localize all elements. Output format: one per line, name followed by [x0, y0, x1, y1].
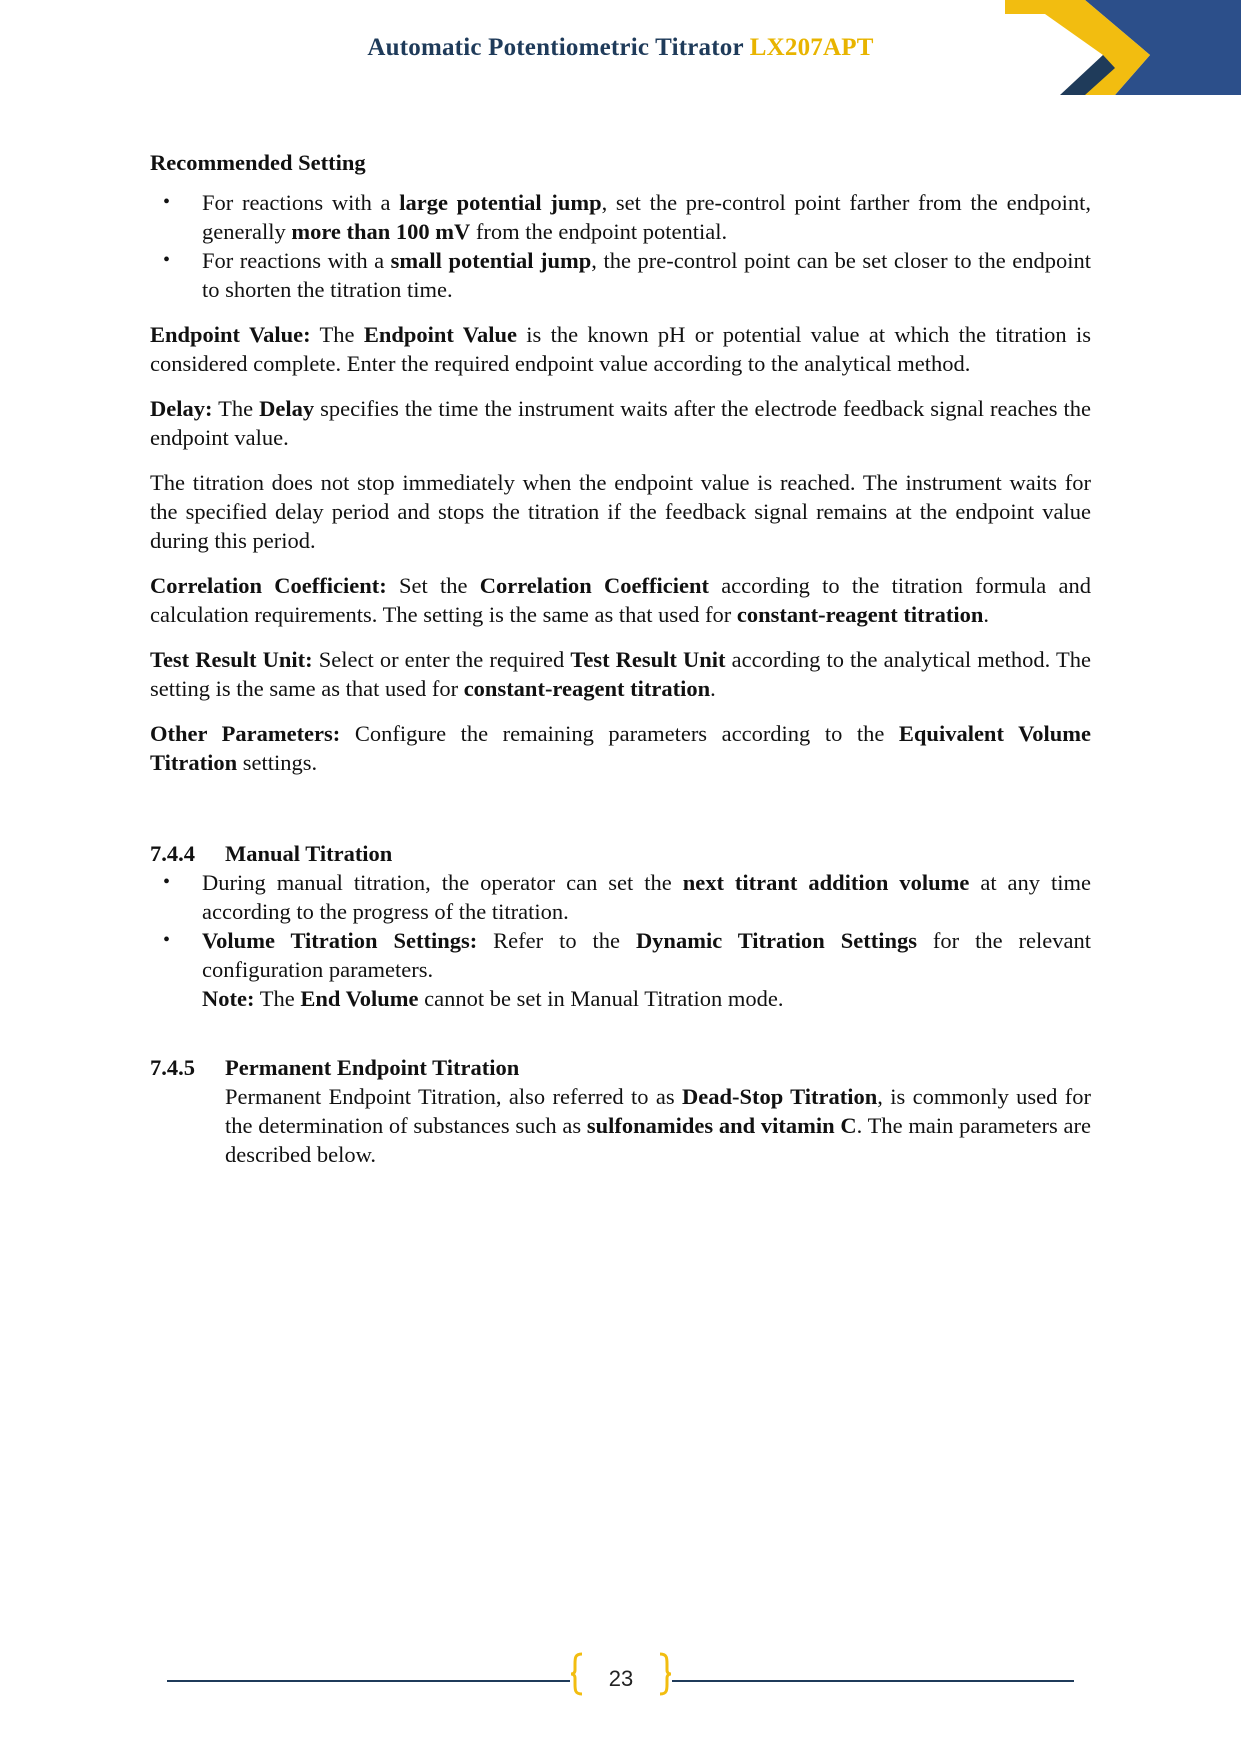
list-item: [150, 188, 1091, 246]
footer-rule-right: [672, 1680, 1074, 1682]
bullet-icon: •: [163, 871, 171, 893]
page-number: 23: [608, 1666, 634, 1691]
document-body: [150, 148, 1091, 1185]
bold-term: constant-reagent titration: [736, 602, 984, 627]
text-run: from the endpoint potential.: [470, 219, 728, 244]
bold-term: large potential jump: [399, 190, 602, 215]
text-run: . The main parameters are described below.: [225, 1113, 1091, 1167]
list-item: [150, 868, 1091, 926]
text-run: cannot be set in Manual Titration mode.: [418, 986, 784, 1011]
section-heading-permanent: [150, 1053, 1091, 1082]
recommended-list: [150, 188, 1091, 304]
bold-term: Test Result Unit: [570, 647, 726, 672]
text-run: The: [212, 396, 260, 421]
section-number: 7.4.5: [150, 1055, 195, 1080]
header-chevron-decoration: [1005, 0, 1241, 95]
header-brand: Automatic Potentiometric Titrator: [367, 34, 744, 61]
bold-term: next titrant addition volume: [682, 870, 970, 895]
section-title: Manual Titration: [225, 841, 393, 866]
text-run: at any time according to the progress of the titration.: [202, 870, 1091, 924]
permanent-paragraph: [150, 1082, 1091, 1169]
section-number: 7.4.4: [150, 841, 195, 866]
text-run: The: [254, 986, 301, 1011]
bold-term: Dead-Stop Titration: [681, 1084, 878, 1109]
manual-list: [150, 868, 1091, 1013]
text-run: according to the titration formula and calculation requirements. The setting is the same as that used for: [150, 573, 1091, 627]
section-spacer: [150, 793, 1091, 839]
bold-term: more than 100 mV: [291, 219, 471, 244]
param-label: Test Result Unit:: [150, 647, 313, 672]
param-label: Delay:: [150, 396, 213, 421]
text-run: , set the pre-control point farther from the endpoint, generally: [202, 190, 1091, 244]
text-run: During manual titration, the operator can set the: [202, 870, 683, 895]
text-run: .: [983, 602, 989, 627]
text-run: Select or enter the required: [312, 647, 571, 672]
bullet-icon: •: [163, 249, 171, 271]
list-item: [150, 246, 1091, 304]
param-label: Endpoint Value:: [150, 322, 311, 347]
list-item: [150, 926, 1091, 1013]
bold-term: Volume Titration Settings:: [202, 928, 478, 953]
text-run: Configure the remaining parameters according to the: [340, 721, 899, 746]
footer-right-bracket-icon: [658, 1652, 672, 1696]
text-run: Set the: [386, 573, 480, 598]
endpoint-paragraph: [150, 320, 1091, 378]
other-paragraph: [150, 719, 1091, 777]
bold-term: Delay: [259, 396, 315, 421]
delay-detail-paragraph: The titration does not stop immediately when the endpoint value is reached. The instrument waits for the specified delay period and stops the titration if the feedback signal remains at the endpoint value during this period.: [150, 470, 1091, 553]
header-model: LX207APT: [749, 34, 874, 61]
text-run: is the known pH or potential value at which the titration is considered complete. Enter the required endpoint value according to the analytical method.: [150, 322, 1091, 376]
section-spacer: [150, 1029, 1091, 1053]
text-run: settings.: [237, 750, 318, 775]
unit-paragraph: [150, 645, 1091, 703]
section-title: Permanent Endpoint Titration: [225, 1055, 520, 1080]
note-label: Note:: [202, 986, 255, 1011]
bold-term: Equivalent Volume Titration: [150, 721, 1091, 775]
delay-paragraph: [150, 394, 1091, 452]
footer-rule-left: [167, 1680, 570, 1682]
param-label: Correlation Coefficient:: [150, 573, 387, 598]
note-line: [202, 984, 1091, 1013]
text-run: .: [710, 676, 716, 701]
bold-term: constant-reagent titration: [463, 676, 711, 701]
text-run: For reactions with a: [202, 248, 391, 273]
text-run: specifies the time the instrument waits after the electrode feedback signal reaches the endpoint value.: [150, 396, 1091, 450]
bold-term: small potential jump: [390, 248, 592, 273]
bullet-icon: •: [163, 929, 171, 951]
text-run: Permanent Endpoint Titration, also referred to as: [225, 1084, 682, 1109]
text-run: , is commonly used for the determination of substances such as: [225, 1084, 1091, 1138]
text-run: for the relevant configuration parameters.: [202, 928, 1091, 982]
text-run: according to the analytical method. The setting is the same as that used for: [150, 647, 1091, 701]
bold-term: Correlation Coefficient: [479, 573, 709, 598]
bold-term: Endpoint Value: [363, 322, 517, 347]
text-run: , the pre-control point can be set closer to the endpoint to shorten the titration time.: [202, 248, 1091, 302]
text-run: The: [310, 322, 364, 347]
param-label: Other Parameters:: [150, 721, 341, 746]
bold-term: Dynamic Titration Settings: [635, 928, 917, 953]
text-run: For reactions with a: [202, 190, 400, 215]
correlation-paragraph: [150, 571, 1091, 629]
bold-term: sulfonamides and vitamin C: [586, 1113, 857, 1138]
bold-term: End Volume: [300, 986, 419, 1011]
bullet-icon: •: [163, 191, 171, 213]
text-run: Refer to the: [477, 928, 636, 953]
section-heading-manual: [150, 839, 1091, 868]
recommended-heading: Recommended Setting: [150, 150, 366, 175]
